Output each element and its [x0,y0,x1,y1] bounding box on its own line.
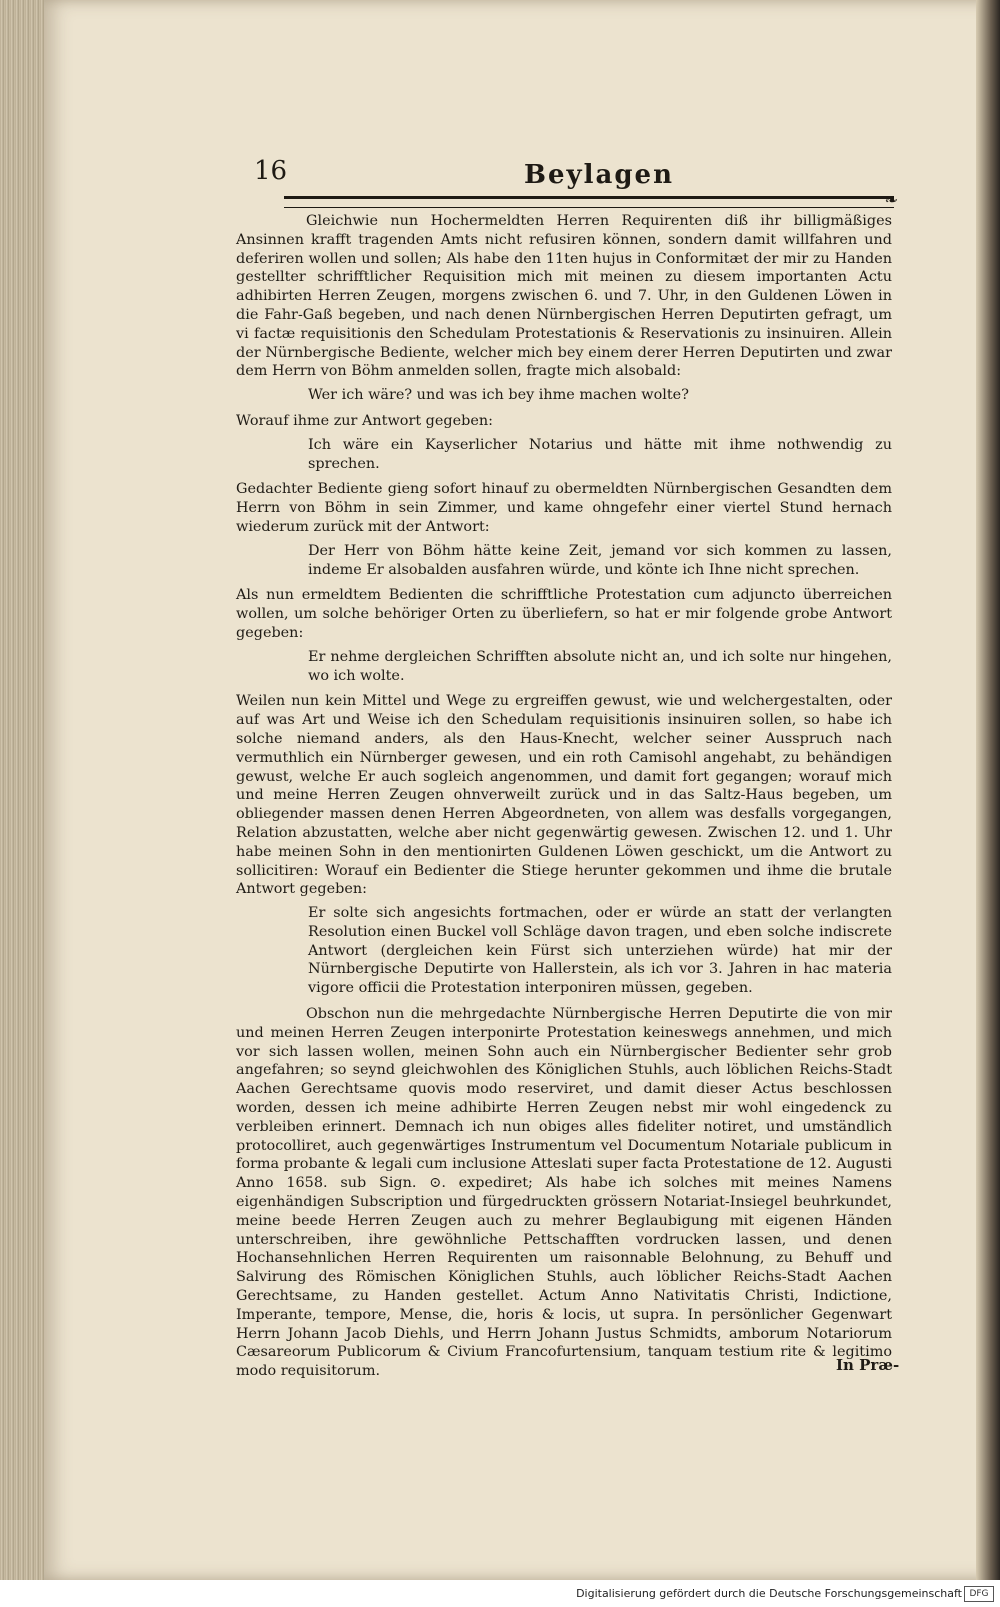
body-text [236,212,892,1386]
page-header [254,150,898,210]
paragraph: Gleichwie nun Hochermeldten Herren Requirenten diß ihr billigmäßiges Ansinnen krafft tragenden Amts nicht refusiren können, sondern damit willfahren und deferiren wollen und sollen; Als habe den 11ten hujus in Conformitæt der mir zu Handen gestellter schrifftlicher Requisition mich mit meinen zu diesem importanten Actu adhibirten Herren Zeugen, morgens zwischen 6. und 7. Uhr, in den Guldenen Löwen in die Fahr-Gaß begeben, und nach denen Nürnbergischen Herren Deputirten gefragt, um vi factæ requisitionis den Schedulam Protestationis & Reservationis zu insinuiren. Allein der Nürnbergische Bediente, welcher mich bey einem derer Herren Deputirten und zwar dem Herrn von Böhm anmelden sollen, fragte mich alsobald: [236,213,892,380]
paragraph: Als nun ermeldtem Bedienten die schrifftliche Protestation cum adjuncto überreichen wollen, um solche behöriger Orten zu überliefern, so hat er mir folgende grobe Antwort gegeben: [236,587,892,641]
dfg-logo: DFG [964,1586,994,1602]
running-head: Beylagen [524,160,674,190]
book-gutter [976,0,1000,1580]
paragraph: Gedachter Bediente gieng sofort hinauf zu obermeldten Nürnbergischen Gesandten dem Herrn von Böhm in sein Zimmer, und kame ohngefehr einer viertel Stund hernach wiederum zurück mit der Antwort: [236,481,892,535]
quoted-reply: Er solte sich angesichts fortmachen, oder er würde an statt der verlangten Resolution einen Buckel voll Schläge davon tragen, und eben solche indiscrete Antwort (dergleichen kein Fürst sich unterziehen würde) hat mir der Nürnbergische Deputirte von Hallerstein, als ich vor 3. Jahren in hac materia vigore officii die Protestation interponiren müssen, gegeben. [308,905,892,997]
header-rule [284,196,894,208]
paragraph: Obschon nun die mehrgedachte Nürnbergische Herren Deputirte die von mir und meinen Herren Zeugen interponirte Protestation keineswegs annehmen, und mich vor sich lassen wollen, meinen Sohn auch ein Nürnbergischer Bedienter sehr grob angefahren; so seynd gleichwohlen des Königlichen Stuhls, auch löblichen Reichs-Stadt Aachen Gerechtsame quovis modo reserviret, und damit dieser Actus beschlossen worden, dessen ich meine adhibirte Herren Zeugen nebst mir wohl eingedenck zu verbleiben erinnert. Demnach ich nun obiges alles fideliter notiret, und umständlich protocolliret, auch gegenwärtiges Instrumentum vel Documentum Notariale publicum in forma probante & legali cum inclusione Atteslati super facta Protestatione de 12. Augusti Anno 1658. sub Sign. ⊙. expediret; Als habe ich solches mit meines Namens eigenhändigen Subscription und fürgedruckten grössern Notariat-Insiegel beuhrkundet, meine beede Herren Zeugen auch zu mehrer Beglaubigung mit eigenen Händen unterschreiben, ihre gewöhnliche Pettschafften vordrucken lassen, und denen Hochansehnlichen Herren Requirenten um raisonnable Belohnung, zu Behuff und Salvirung des Römischen Königlichen Stuhls, auch löblicher Reichs-Stadt Aachen Gerechtsame, zu Handen gestellet. Actum Anno Nativitatis Christi, Indictione, Imperante, tempore, Mense, die, horis & locis, ut supra. In persönlicher Gegenwart Herrn Johann Jacob Diehls, und Herrn Johann Justus Schmidts, amborum Notariorum Cæsareorum Publicorum & Civium Francofurtensium, tanquam testium rite & legitimo modo requisitorum. [236,1006,892,1380]
catchword: In Præ- [836,1356,900,1374]
rule-ornament-icon: ❧ [884,190,898,209]
footer-credit: Digitalisierung gefördert durch die Deutsche Forschungsgemeinschaft [576,1587,962,1600]
footer-bar [0,1580,1000,1607]
paragraph: Worauf ihme zur Antwort gegeben: [236,412,493,429]
quoted-reply: Ich wäre ein Kayserlicher Notarius und hätte mit ihme nothwendig zu sprechen. [308,436,892,472]
quoted-reply: Der Herr von Böhm hätte keine Zeit, jemand vor sich kommen zu lassen, indeme Er alsobalden ausfahren würde, und könte ich Ihne nicht sprechen. [308,542,892,578]
quoted-reply: Wer ich wäre? und was ich bey ihme machen wolte? [308,387,689,404]
paragraph: Weilen nun kein Mittel und Wege zu ergreiffen gewust, wie und welchergestalten, oder auf was Art und Weise ich den Schedulam requisitionis insinuiren sollen, so habe ich solche niemand anders, als den Haus-Knecht, welcher seiner Ausspruch nach vermuthlich ein Nürnberger gewesen, und ein roth Camisohl angehabt, zu behändigen gewust, welche Er auch sogleich angenommen, und damit fort gegangen; worauf mich und meine Herren Zeugen ohnverweilt zurück und in das Saltz-Haus begeben, um obliegender massen denen Herren Abgeordneten, von allem was desfalls vorgegangen, Relation abzustatten, welche aber nicht gegenwärtig gewesen. Zwischen 12. und 1. Uhr habe meinen Sohn in den mentionirten Guldenen Löwen geschickt, um die Antwort zu sollicitiren: Worauf ein Bedienter die Stiege herunter gekommen und ihme die brutale Antwort gegeben: [236,693,892,898]
page-number: 16 [254,156,288,186]
quoted-reply: Er nehme dergleichen Schrifften absolute nicht an, und ich solte nur hingehen, wo ich wolte. [308,648,892,684]
